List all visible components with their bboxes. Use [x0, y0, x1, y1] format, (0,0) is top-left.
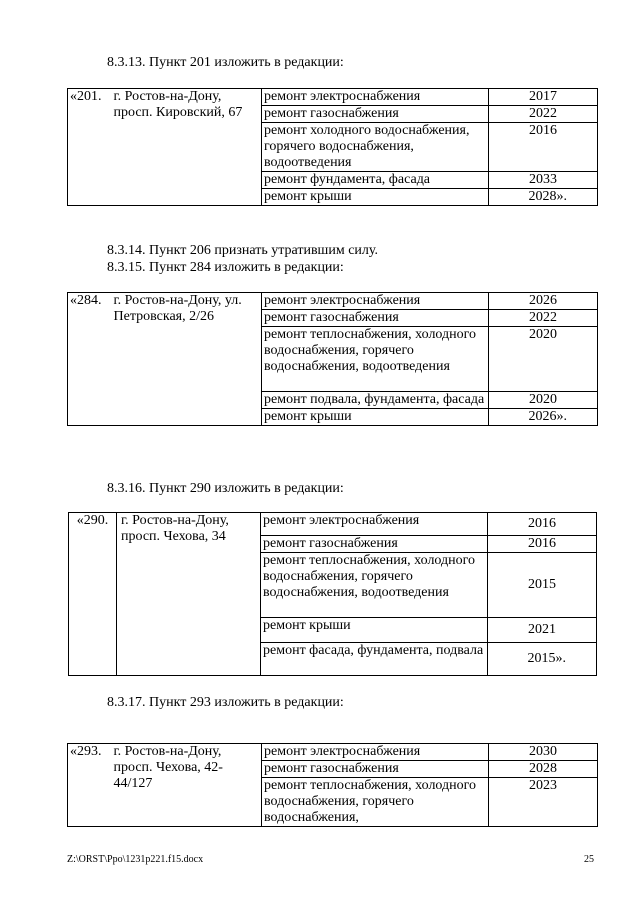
work-cell: ремонт газоснабжения: [262, 106, 489, 123]
work-cell: ремонт крыши: [262, 189, 489, 206]
year-cell: 2016: [489, 123, 598, 172]
year-cell: 2016: [488, 513, 597, 536]
amendment-table-284: [67, 292, 598, 426]
work-cell: ремонт теплоснабжения, холодного водоснабжения, горячего водоснабжения,: [262, 778, 489, 827]
address-cell: г. Ростов-на-Дону, ул. Петровская, 2/26: [112, 293, 262, 426]
paragraph-8-3-16: 8.3.16. Пункт 290 изложить в редакции:: [107, 481, 344, 496]
work-cell: ремонт газоснабжения: [262, 761, 489, 778]
work-cell: ремонт теплоснабжения, холодного водоснабжения, горячего водоснабжения, водоотведения: [261, 553, 488, 618]
work-cell: ремонт подвала, фундамента, фасада: [262, 392, 489, 409]
year-cell: 2016: [488, 536, 597, 553]
year-cell: 2022: [489, 106, 598, 123]
year-cell: 2017: [489, 89, 598, 106]
year-cell: 2028: [489, 761, 598, 778]
footer-file-path: Z:\ORST\Ppo\1231p221.f15.docx: [67, 854, 204, 865]
year-cell: 2023: [489, 778, 598, 827]
work-cell: ремонт теплоснабжения, холодного водоснабжения, горячего водоснабжения, водоотведения: [262, 327, 489, 392]
year-cell: 2022: [489, 310, 598, 327]
work-cell: ремонт крыши: [261, 618, 488, 643]
item-number: «284.: [68, 293, 112, 426]
work-cell: ремонт фундамента, фасада: [262, 172, 489, 189]
amendment-table-293: [67, 743, 598, 827]
paragraph-8-3-13: 8.3.13. Пункт 201 изложить в редакции:: [107, 55, 344, 70]
year-cell: 2021: [488, 618, 597, 643]
address-cell: г. Ростов-на-Дону, просп. Чехова, 42-44/127: [112, 744, 262, 827]
work-cell: ремонт электроснабжения: [262, 89, 489, 106]
work-cell: ремонт холодного водоснабжения, горячего водоснабжения, водоотведения: [262, 123, 489, 172]
paragraph-8-3-15: 8.3.15. Пункт 284 изложить в редакции:: [107, 260, 344, 275]
amendment-table-290: [68, 512, 597, 676]
table-row: [68, 89, 598, 106]
paragraph-8-3-14: 8.3.14. Пункт 206 признать утратившим силу.: [107, 243, 378, 258]
work-cell: ремонт фасада, фундамента, подвала: [261, 643, 488, 676]
table-row: [69, 513, 597, 536]
year-cell: 2026».: [489, 409, 598, 426]
address-cell: г. Ростов-на-Дону, просп. Чехова, 34: [117, 513, 261, 676]
work-cell: ремонт электроснабжения: [261, 513, 488, 536]
year-cell: 2015».: [488, 643, 597, 676]
year-cell: 2020: [489, 392, 598, 409]
work-cell: ремонт крыши: [262, 409, 489, 426]
year-cell: 2026: [489, 293, 598, 310]
table-row: [68, 293, 598, 310]
year-cell: 2020: [489, 327, 598, 392]
year-cell: 2028».: [489, 189, 598, 206]
year-cell: 2033: [489, 172, 598, 189]
year-cell: 2015: [488, 553, 597, 618]
amendment-table-201: [67, 88, 598, 206]
item-number: «201.: [68, 89, 112, 206]
footer-page-number: 25: [584, 854, 594, 865]
work-cell: ремонт электроснабжения: [262, 744, 489, 761]
work-cell: ремонт газоснабжения: [261, 536, 488, 553]
item-number: «293.: [68, 744, 112, 827]
work-cell: ремонт газоснабжения: [262, 310, 489, 327]
year-cell: 2030: [489, 744, 598, 761]
paragraph-8-3-17: 8.3.17. Пункт 293 изложить в редакции:: [107, 695, 344, 710]
work-cell: ремонт электроснабжения: [262, 293, 489, 310]
item-number: «290.: [69, 513, 117, 676]
table-row: [68, 744, 598, 761]
address-cell: г. Ростов-на-Дону, просп. Кировский, 67: [112, 89, 262, 206]
